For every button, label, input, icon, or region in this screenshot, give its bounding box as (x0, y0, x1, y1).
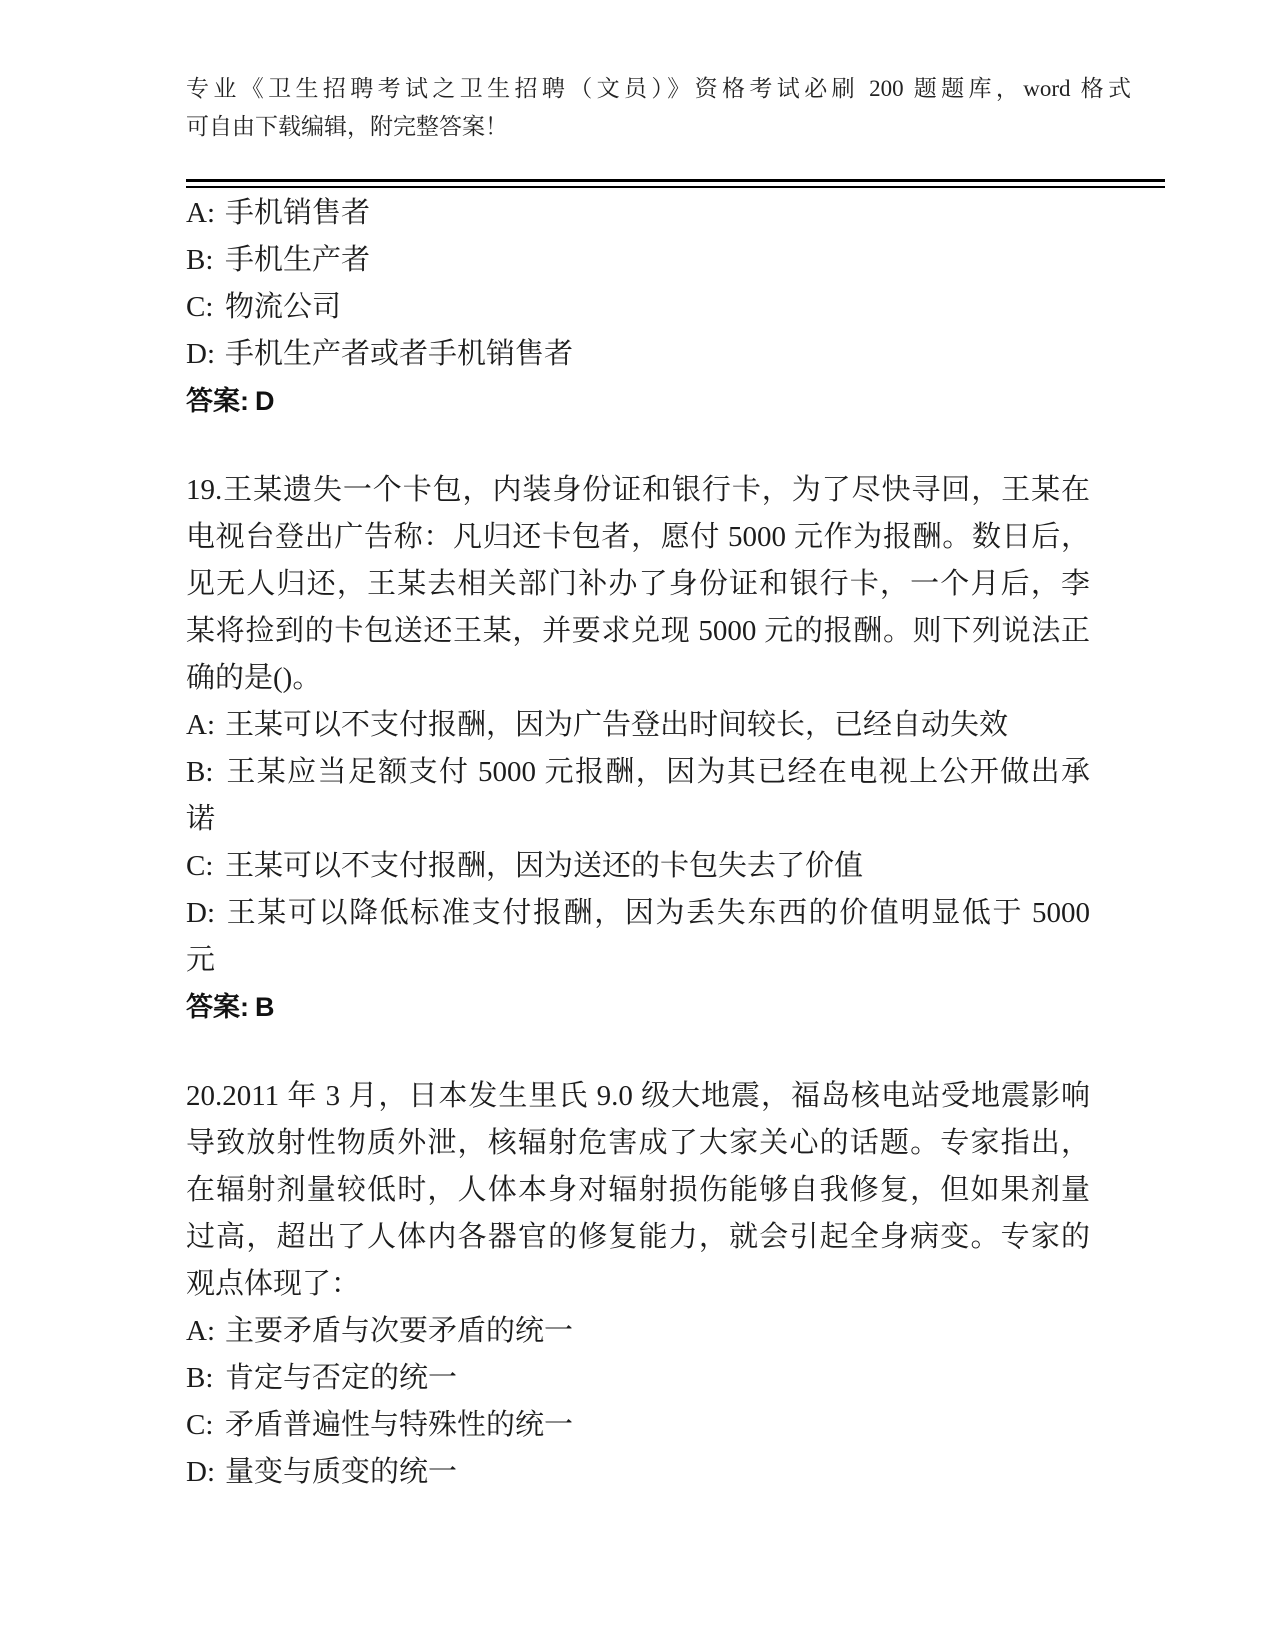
option-row (186, 843, 1090, 890)
question20-stem (186, 1073, 1090, 1308)
answer-label: 答案: (186, 386, 249, 416)
option-label: B: (186, 756, 214, 788)
question18-options (186, 190, 1090, 378)
option-text: 量变与质变的统一 (225, 1456, 458, 1488)
header-divider (186, 179, 1165, 188)
answer-value: B (255, 992, 275, 1022)
answer-label: 答案: (186, 992, 249, 1022)
option-row (186, 331, 1090, 378)
stem-line: 过高，超出了人体内各器官的修复能力，就会引起全身病变。专家的 (186, 1221, 1090, 1253)
option-row (186, 284, 1090, 331)
option-label: A: (186, 197, 215, 229)
stem-line: 20.2011 年 3 月，日本发生里氏 9.0 级大地震，福岛核电站受地震影响 (186, 1080, 1090, 1112)
doc-header (186, 70, 1131, 146)
question20-options (186, 1308, 1090, 1496)
option-row (186, 1449, 1090, 1496)
stem-line: 电视台登出广告称：凡归还卡包者，愿付 5000 元作为报酬。数日后， (186, 521, 1090, 553)
option-row (186, 237, 1090, 284)
option-text: 王某可以降低标准支付报酬，因为丢失东西的价值明显低于 5000 (225, 897, 1090, 929)
option-label: A: (186, 1315, 215, 1347)
option-label: D: (186, 897, 215, 929)
question19-stem (186, 467, 1090, 702)
stem-line: 19.王某遗失一个卡包，内装身份证和银行卡，为了尽快寻回，王某在 (186, 474, 1090, 506)
option-label: D: (186, 338, 215, 370)
option-continuation: 元 (186, 944, 216, 976)
stem-line: 观点体现了： (186, 1268, 361, 1300)
option-row (186, 1355, 1090, 1402)
option-row (186, 1308, 1090, 1355)
stem-line: 某将捡到的卡包送还王某，并要求兑现 5000 元的报酬。则下列说法正 (186, 615, 1090, 647)
option-label: C: (186, 291, 214, 323)
option-text: 手机生产者 (225, 244, 371, 276)
option-row (186, 190, 1090, 237)
option-label: A: (186, 709, 215, 741)
option-text: 肯定与否定的统一 (225, 1362, 458, 1394)
option-text: 手机生产者或者手机销售者 (225, 338, 574, 370)
option-text: 矛盾普遍性与特殊性的统一 (225, 1409, 574, 1441)
option-label: C: (186, 1409, 214, 1441)
question19-options (186, 702, 1090, 984)
stem-line: 导致放射性物质外泄，核辐射危害成了大家关心的话题。专家指出， (186, 1127, 1090, 1159)
document-body (186, 190, 1090, 1496)
option-text: 手机销售者 (225, 197, 371, 229)
doc-header-line-2: 可自由下载编辑，附完整答案！ (186, 114, 508, 139)
option-text: 王某可以不支付报酬，因为广告登出时间较长，已经自动失效 (225, 709, 1009, 741)
option-text: 主要矛盾与次要矛盾的统一 (225, 1315, 574, 1347)
option-row (186, 1402, 1090, 1449)
option-text: 王某可以不支付报酬，因为送还的卡包失去了价值 (225, 850, 864, 882)
option-row (186, 749, 1090, 796)
option-text: 王某应当足额支付 5000 元报酬，因为其已经在电视上公开做出承 (225, 756, 1090, 788)
doc-header-line-1: 专业《卫生招聘考试之卫生招聘（文员）》资格考试必刷 200 题题库，word 格式 (186, 76, 1131, 101)
option-text: 物流公司 (225, 291, 342, 323)
stem-line: 在辐射剂量较低时，人体本身对辐射损伤能够自我修复，但如果剂量 (186, 1174, 1090, 1206)
option-label: B: (186, 1362, 214, 1394)
option-label: B: (186, 244, 214, 276)
answer-value: D (255, 386, 275, 416)
option-label: C: (186, 850, 214, 882)
option-row (186, 890, 1090, 937)
stem-line: 确的是()。 (186, 662, 322, 694)
option-label: D: (186, 1456, 215, 1488)
option-continuation: 诺 (186, 803, 216, 835)
question18-answer (186, 378, 1090, 425)
question19-answer (186, 984, 1090, 1031)
stem-line: 见无人归还，王某去相关部门补办了身份证和银行卡，一个月后，李 (186, 568, 1090, 600)
option-row (186, 702, 1090, 749)
